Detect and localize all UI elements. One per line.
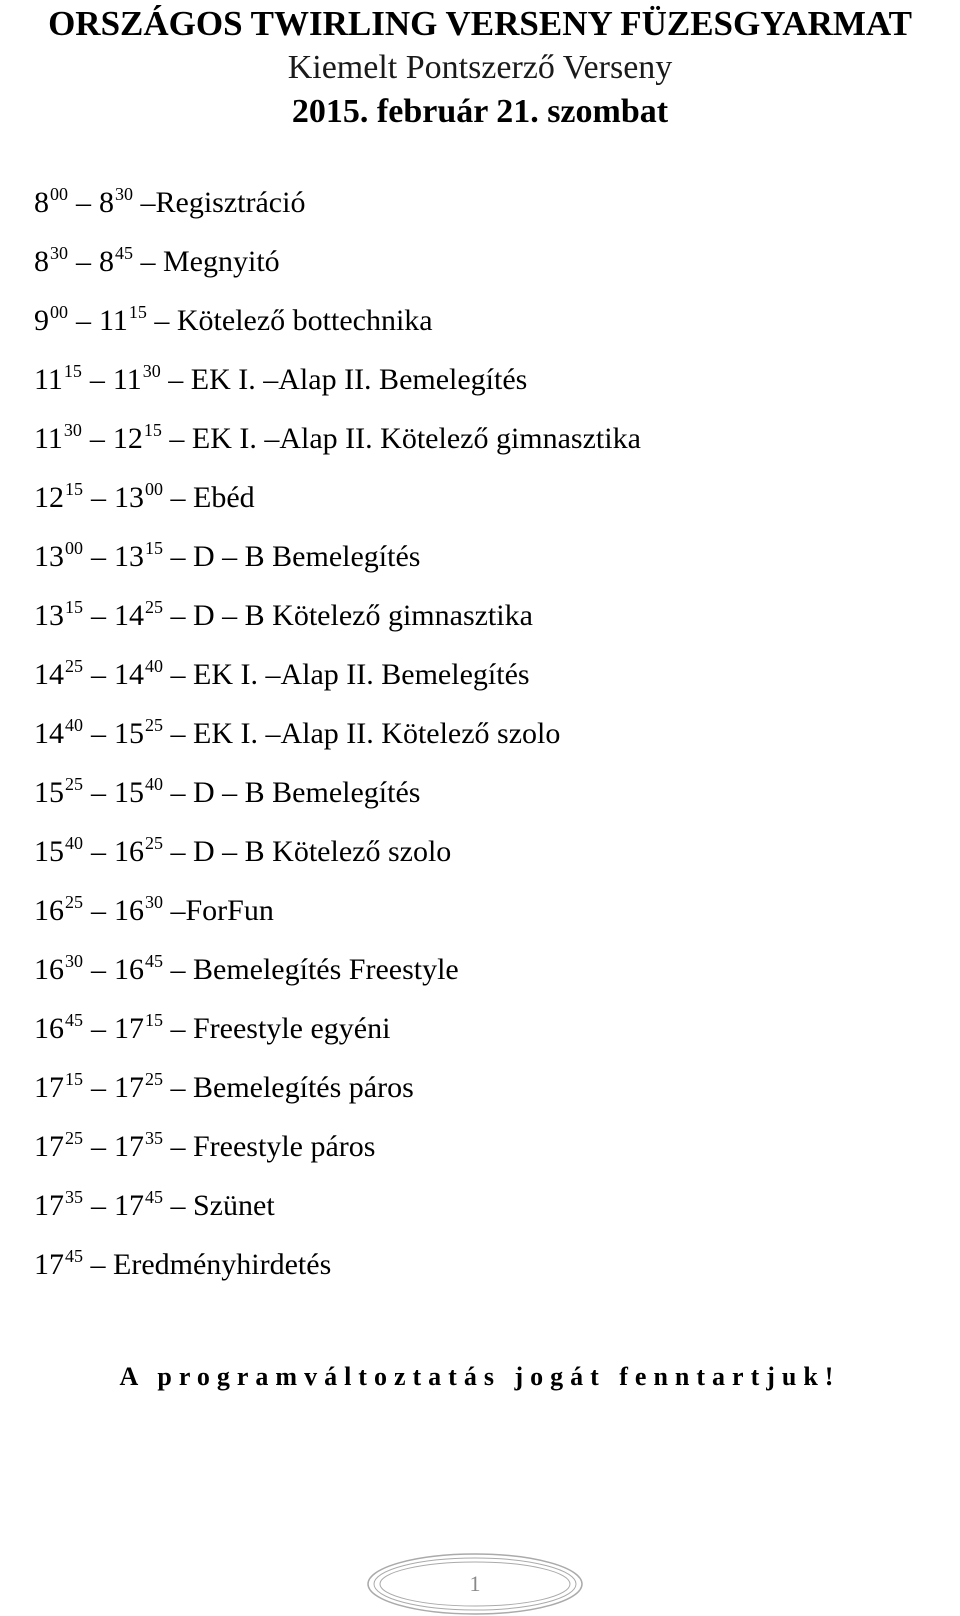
start-minute: 15 (65, 479, 83, 499)
time-separator: – (76, 245, 91, 278)
schedule-activity: – Freestyle egyéni (170, 1012, 391, 1045)
time-separator: – (76, 186, 91, 219)
event-title: ORSZÁGOS TWIRLING VERSENY FÜZESGYARMAT (48, 4, 912, 43)
schedule-row (34, 1006, 934, 1065)
start-hour: 9 (34, 304, 49, 337)
start-minute: 45 (65, 1246, 83, 1266)
schedule-activity: –ForFun (170, 894, 274, 927)
end-hour: 14 (114, 658, 144, 691)
end-time (114, 776, 163, 809)
start-minute: 00 (65, 538, 83, 558)
end-minute: 35 (145, 1128, 163, 1148)
start-time (34, 481, 83, 514)
time-separator: – (91, 1130, 106, 1163)
schedule-activity: – D – B Bemelegítés (170, 776, 421, 809)
start-minute: 25 (65, 1128, 83, 1148)
start-minute: 15 (65, 1069, 83, 1089)
start-hour: 16 (34, 894, 64, 927)
change-notice: A programváltoztatás jogát fenntartjuk! (119, 1362, 841, 1391)
end-hour: 17 (114, 1071, 144, 1104)
start-hour: 13 (34, 540, 64, 573)
schedule-activity: – D – B Kötelező gimnasztika (170, 599, 533, 632)
event-subtitle: Kiemelt Pontszerző Verseny (287, 49, 673, 86)
end-time (114, 658, 163, 691)
schedule-activity: – Megnyitó (140, 245, 280, 278)
schedule-activity: – D – B Bemelegítés (170, 540, 421, 573)
end-minute: 25 (145, 597, 163, 617)
schedule-row (34, 1183, 934, 1242)
end-hour: 12 (112, 422, 143, 455)
start-time (34, 363, 82, 396)
end-minute: 00 (145, 479, 163, 499)
start-minute: 15 (63, 361, 82, 381)
schedule-row (34, 711, 934, 770)
schedule-row (34, 239, 934, 298)
schedule-activity: – Kötelező bottechnika (154, 304, 433, 337)
end-time (114, 894, 163, 927)
schedule-activity: – EK I. –Alap II. Bemelegítés (168, 363, 528, 396)
end-hour: 13 (114, 481, 144, 514)
schedule-activity: – EK I. –Alap II. Kötelező szolo (170, 717, 561, 750)
schedule-activity: – EK I. –Alap II. Bemelegítés (170, 658, 530, 691)
start-minute: 00 (50, 302, 68, 322)
schedule-activity: –Regisztráció (140, 186, 306, 219)
start-minute: 00 (50, 184, 68, 204)
end-minute: 40 (145, 774, 163, 794)
schedule-row (34, 357, 934, 416)
end-minute: 25 (145, 833, 163, 853)
end-minute: 15 (145, 1010, 163, 1030)
end-minute: 25 (145, 715, 163, 735)
schedule-row (34, 180, 934, 239)
start-minute: 25 (65, 774, 83, 794)
schedule-row (34, 652, 934, 711)
start-minute: 30 (65, 951, 83, 971)
start-time (34, 953, 83, 986)
time-separator: – (91, 658, 106, 691)
end-minute: 45 (145, 951, 163, 971)
time-separator: – (91, 481, 106, 514)
start-time (34, 717, 83, 750)
schedule-activity: – Bemelegítés páros (170, 1071, 414, 1104)
start-hour: 15 (34, 776, 64, 809)
start-time (34, 1012, 83, 1045)
start-time (34, 245, 68, 278)
start-hour: 13 (34, 599, 64, 632)
start-hour: 17 (34, 1189, 64, 1222)
schedule-activity: – Szünet (170, 1189, 275, 1222)
end-hour: 16 (114, 894, 144, 927)
schedule-list (34, 180, 934, 1301)
schedule-activity: – Bemelegítés Freestyle (170, 953, 459, 986)
start-time (34, 1071, 83, 1104)
end-hour: 17 (114, 1189, 144, 1222)
start-time (34, 835, 83, 868)
end-hour: 8 (99, 186, 114, 219)
end-time (114, 717, 163, 750)
end-hour: 15 (114, 717, 144, 750)
document-header (0, 0, 960, 134)
end-minute: 15 (145, 538, 163, 558)
start-minute: 40 (65, 833, 83, 853)
end-hour: 16 (114, 953, 144, 986)
start-hour: 12 (34, 481, 64, 514)
start-hour: 8 (34, 186, 49, 219)
end-hour: 15 (114, 776, 144, 809)
schedule-row (34, 770, 934, 829)
start-time (34, 1189, 83, 1222)
end-minute: 40 (145, 656, 163, 676)
time-separator: – (91, 894, 106, 927)
end-time (113, 363, 161, 396)
start-time (34, 658, 83, 691)
schedule-row (34, 593, 934, 652)
time-separator: – (91, 717, 106, 750)
schedule-activity: – Eredményhirdetés (90, 1248, 332, 1281)
start-hour: 14 (34, 658, 64, 691)
end-time (114, 835, 163, 868)
time-separator: – (91, 1189, 106, 1222)
start-minute: 30 (50, 243, 68, 263)
start-hour: 16 (34, 1012, 64, 1045)
end-hour: 8 (99, 245, 114, 278)
end-minute: 15 (143, 420, 162, 440)
end-time (114, 1012, 163, 1045)
time-separator: – (91, 599, 106, 632)
end-time (114, 953, 163, 986)
end-hour: 13 (114, 540, 144, 573)
time-separator: – (91, 953, 106, 986)
time-separator: – (89, 422, 105, 455)
schedule-activity: – Ebéd (170, 481, 255, 514)
start-time (34, 422, 82, 455)
end-hour: 11 (112, 363, 142, 396)
end-minute: 45 (145, 1187, 163, 1207)
start-minute: 45 (65, 1010, 83, 1030)
end-hour: 16 (114, 835, 144, 868)
end-hour: 11 (99, 304, 128, 337)
schedule-row (34, 475, 934, 534)
start-minute: 35 (65, 1187, 83, 1207)
schedule-row (34, 1242, 934, 1301)
time-separator: – (91, 1012, 106, 1045)
end-minute: 30 (115, 184, 133, 204)
start-time (34, 1248, 83, 1281)
schedule-activity: – Freestyle páros (170, 1130, 376, 1163)
end-time (114, 481, 163, 514)
start-hour: 11 (34, 422, 63, 455)
start-hour: 14 (34, 717, 64, 750)
end-time (114, 540, 163, 573)
end-time (114, 599, 163, 632)
start-hour: 15 (34, 835, 64, 868)
time-separator: – (76, 304, 91, 337)
schedule-row (34, 534, 934, 593)
end-minute: 25 (145, 1069, 163, 1089)
start-minute: 25 (65, 892, 83, 912)
schedule-row (34, 829, 934, 888)
end-minute: 30 (142, 361, 161, 381)
start-hour: 17 (34, 1248, 64, 1281)
time-separator: – (91, 776, 106, 809)
end-time (114, 1071, 163, 1104)
time-separator: – (91, 835, 106, 868)
start-minute: 25 (65, 656, 83, 676)
schedule-row (34, 416, 934, 475)
end-time (114, 1130, 163, 1163)
event-date: 2015. február 21. szombat (291, 93, 669, 130)
start-time (34, 894, 83, 927)
start-minute: 40 (65, 715, 83, 735)
end-hour: 17 (114, 1012, 144, 1045)
start-time (34, 186, 68, 219)
schedule-row (34, 888, 934, 947)
start-hour: 17 (34, 1130, 64, 1163)
schedule-row (34, 947, 934, 1006)
time-separator: – (91, 540, 106, 573)
start-time (34, 540, 83, 573)
time-separator: – (89, 363, 105, 396)
end-minute: 45 (115, 243, 133, 263)
end-time (99, 186, 133, 219)
start-hour: 16 (34, 953, 64, 986)
schedule-row (34, 1124, 934, 1183)
start-hour: 17 (34, 1071, 64, 1104)
end-time (99, 304, 147, 337)
schedule-activity: – D – B Kötelező szolo (170, 835, 452, 868)
time-separator: – (91, 1071, 106, 1104)
end-time (99, 245, 133, 278)
end-hour: 14 (114, 599, 144, 632)
schedule-activity: – EK I. –Alap II. Kötelező gimnasztika (169, 422, 641, 455)
end-time (113, 422, 162, 455)
start-minute: 30 (63, 420, 82, 440)
start-time (34, 1130, 83, 1163)
end-time (114, 1189, 163, 1222)
start-time (34, 599, 83, 632)
end-hour: 17 (114, 1130, 144, 1163)
schedule-row (34, 298, 934, 357)
start-time (34, 776, 83, 809)
page-number: 1 (469, 1571, 481, 1596)
start-hour: 8 (34, 245, 49, 278)
start-minute: 15 (65, 597, 83, 617)
schedule-row (34, 1065, 934, 1124)
end-minute: 15 (128, 302, 147, 322)
start-hour: 11 (34, 363, 63, 396)
page-number-badge (366, 1552, 584, 1616)
end-minute: 30 (145, 892, 163, 912)
start-time (34, 304, 68, 337)
